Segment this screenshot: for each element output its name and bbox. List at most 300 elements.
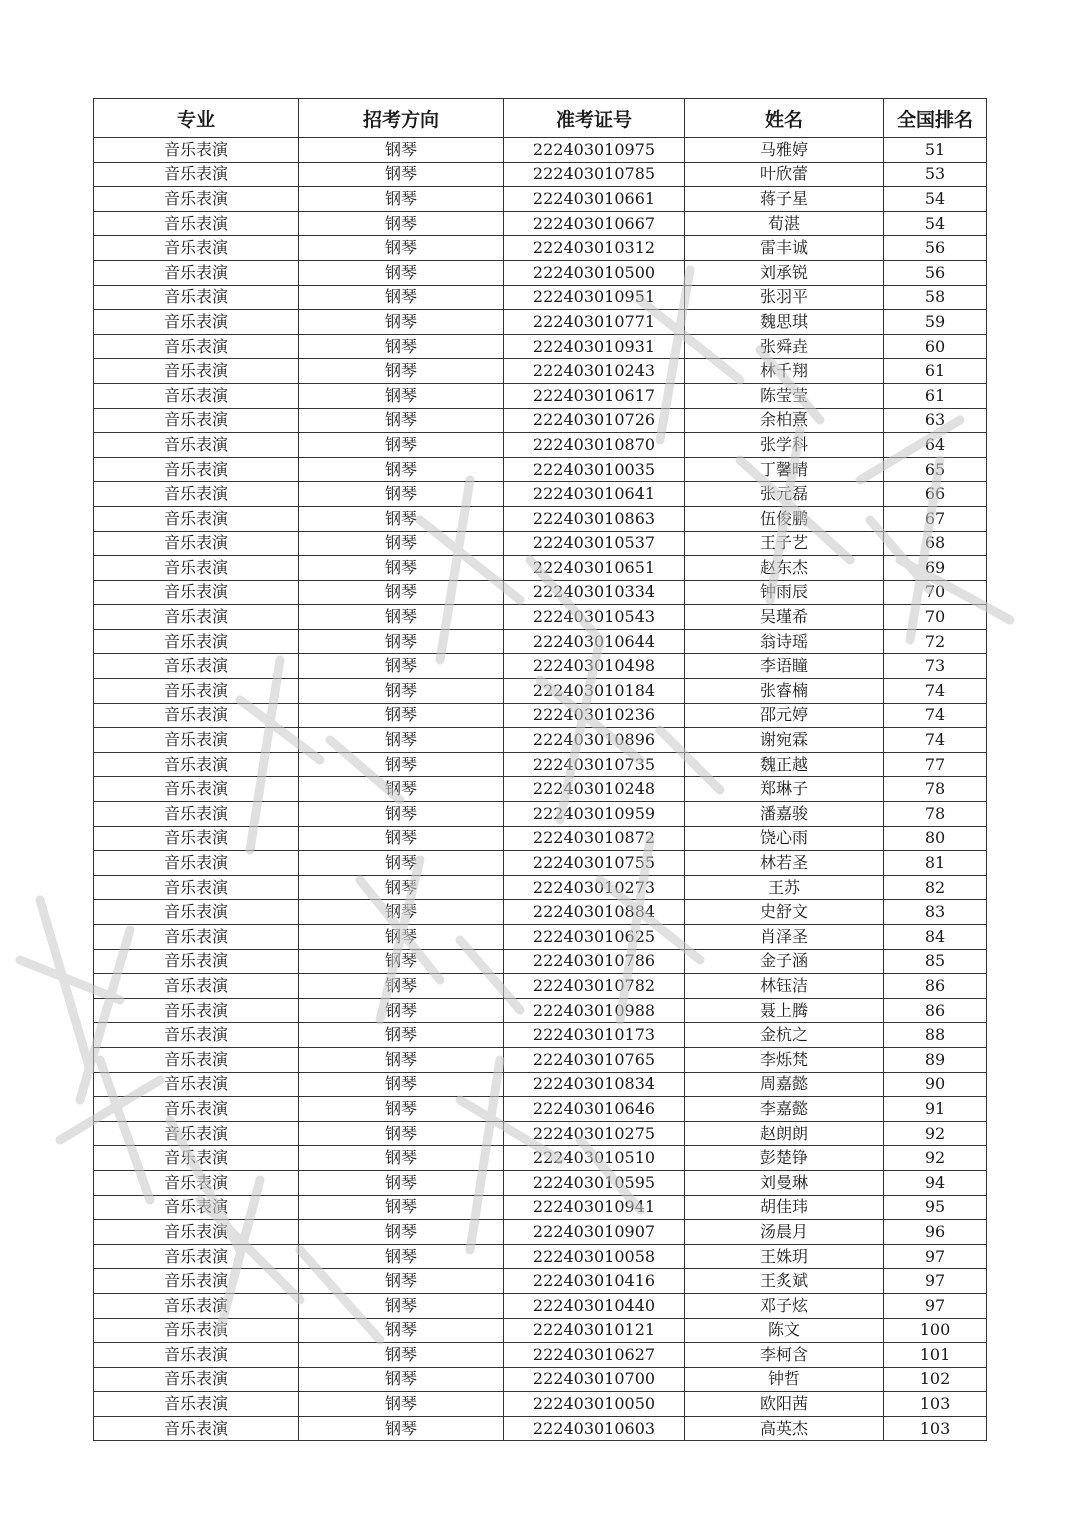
cell-rank: 68 [884,531,987,556]
cell-direction: 钢琴 [299,260,504,285]
cell-major: 音乐表演 [94,777,299,802]
cell-name: 欧阳茜 [685,1392,884,1417]
table-row [94,851,987,876]
table-row [94,457,987,482]
cell-name: 陈文 [685,1318,884,1343]
table-row [94,556,987,581]
cell-exam-id: 222403010735 [504,752,685,777]
cell-rank: 86 [884,998,987,1023]
cell-major: 音乐表演 [94,752,299,777]
cell-exam-id: 222403010510 [504,1146,685,1171]
header-direction: 招考方向 [299,99,504,138]
cell-name: 钟雨辰 [685,580,884,605]
cell-exam-id: 222403010959 [504,802,685,827]
cell-exam-id: 222403010785 [504,162,685,187]
cell-direction: 钢琴 [299,802,504,827]
cell-major: 音乐表演 [94,875,299,900]
cell-exam-id: 222403010243 [504,359,685,384]
cell-exam-id: 222403010834 [504,1072,685,1097]
cell-exam-id: 222403010173 [504,1023,685,1048]
cell-exam-id: 222403010121 [504,1318,685,1343]
cell-major: 音乐表演 [94,974,299,999]
cell-direction: 钢琴 [299,408,504,433]
cell-major: 音乐表演 [94,1392,299,1417]
cell-rank: 86 [884,974,987,999]
table-body [94,138,987,1441]
cell-major: 音乐表演 [94,949,299,974]
cell-name: 王苏 [685,875,884,900]
cell-rank: 78 [884,802,987,827]
cell-exam-id: 222403010646 [504,1097,685,1122]
cell-exam-id: 222403010863 [504,506,685,531]
cell-major: 音乐表演 [94,580,299,605]
table-row [94,1244,987,1269]
cell-name: 雷丰诚 [685,236,884,261]
cell-direction: 钢琴 [299,1392,504,1417]
cell-direction: 钢琴 [299,457,504,482]
cell-direction: 钢琴 [299,211,504,236]
cell-rank: 100 [884,1318,987,1343]
cell-direction: 钢琴 [299,851,504,876]
cell-exam-id: 222403010248 [504,777,685,802]
cell-exam-id: 222403010726 [504,408,685,433]
cell-name: 李烁梵 [685,1047,884,1072]
cell-name: 饶心雨 [685,826,884,851]
cell-direction: 钢琴 [299,1367,504,1392]
cell-rank: 81 [884,851,987,876]
table-row [94,875,987,900]
table-row [94,703,987,728]
cell-rank: 91 [884,1097,987,1122]
cell-direction: 钢琴 [299,383,504,408]
table-row [94,605,987,630]
cell-name: 吴瑾希 [685,605,884,630]
cell-major: 音乐表演 [94,998,299,1023]
cell-exam-id: 222403010617 [504,383,685,408]
cell-major: 音乐表演 [94,506,299,531]
cell-rank: 89 [884,1047,987,1072]
cell-rank: 94 [884,1170,987,1195]
cell-exam-id: 222403010771 [504,310,685,335]
cell-direction: 钢琴 [299,777,504,802]
header-rank: 全国排名 [884,99,987,138]
cell-major: 音乐表演 [94,531,299,556]
cell-name: 赵东杰 [685,556,884,581]
table-row [94,777,987,802]
cell-exam-id: 222403010537 [504,531,685,556]
cell-major: 音乐表演 [94,359,299,384]
cell-rank: 80 [884,826,987,851]
cell-name: 陈莹莹 [685,383,884,408]
cell-direction: 钢琴 [299,949,504,974]
cell-name: 伍俊鹏 [685,506,884,531]
table-row [94,752,987,777]
table-row [94,383,987,408]
cell-major: 音乐表演 [94,1146,299,1171]
cell-direction: 钢琴 [299,1195,504,1220]
cell-rank: 74 [884,728,987,753]
cell-exam-id: 222403010931 [504,334,685,359]
cell-name: 丁馨晴 [685,457,884,482]
cell-name: 魏正越 [685,752,884,777]
cell-direction: 钢琴 [299,1244,504,1269]
cell-exam-id: 222403010416 [504,1269,685,1294]
cell-direction: 钢琴 [299,285,504,310]
cell-major: 音乐表演 [94,1047,299,1072]
table-row [94,629,987,654]
table-row [94,334,987,359]
cell-name: 王炙斌 [685,1269,884,1294]
table-row [94,949,987,974]
cell-exam-id: 222403010651 [504,556,685,581]
table-row [94,162,987,187]
cell-major: 音乐表演 [94,703,299,728]
cell-exam-id: 222403010184 [504,679,685,704]
cell-major: 音乐表演 [94,1170,299,1195]
cell-direction: 钢琴 [299,1269,504,1294]
table-row [94,1146,987,1171]
cell-major: 音乐表演 [94,1121,299,1146]
cell-major: 音乐表演 [94,679,299,704]
cell-name: 胡佳玮 [685,1195,884,1220]
cell-rank: 97 [884,1293,987,1318]
cell-direction: 钢琴 [299,531,504,556]
cell-rank: 56 [884,260,987,285]
cell-rank: 61 [884,383,987,408]
table-row [94,802,987,827]
cell-direction: 钢琴 [299,310,504,335]
cell-exam-id: 222403010951 [504,285,685,310]
cell-exam-id: 222403010275 [504,1121,685,1146]
cell-direction: 钢琴 [299,1146,504,1171]
cell-exam-id: 222403010035 [504,457,685,482]
cell-direction: 钢琴 [299,1343,504,1368]
cell-name: 高英杰 [685,1416,884,1441]
table-row [94,998,987,1023]
cell-exam-id: 222403010667 [504,211,685,236]
cell-major: 音乐表演 [94,654,299,679]
cell-direction: 钢琴 [299,1293,504,1318]
cell-rank: 96 [884,1220,987,1245]
document-page [93,98,986,1441]
cell-rank: 74 [884,703,987,728]
cell-rank: 54 [884,187,987,212]
cell-direction: 钢琴 [299,1121,504,1146]
cell-name: 谢宛霖 [685,728,884,753]
cell-exam-id: 222403010625 [504,925,685,950]
header-major: 专业 [94,99,299,138]
cell-exam-id: 222403010700 [504,1367,685,1392]
table-row [94,260,987,285]
cell-name: 翁诗瑶 [685,629,884,654]
table-row [94,679,987,704]
cell-direction: 钢琴 [299,1023,504,1048]
cell-major: 音乐表演 [94,408,299,433]
cell-rank: 77 [884,752,987,777]
cell-major: 音乐表演 [94,925,299,950]
cell-name: 李柯含 [685,1343,884,1368]
cell-name: 肖泽圣 [685,925,884,950]
cell-exam-id: 222403010975 [504,138,685,163]
cell-major: 音乐表演 [94,1097,299,1122]
cell-major: 音乐表演 [94,211,299,236]
cell-name: 潘嘉骏 [685,802,884,827]
cell-rank: 83 [884,900,987,925]
cell-exam-id: 222403010440 [504,1293,685,1318]
cell-name: 马雅婷 [685,138,884,163]
cell-name: 邓子炫 [685,1293,884,1318]
table-row [94,1293,987,1318]
table-row [94,974,987,999]
cell-rank: 74 [884,679,987,704]
table-row [94,728,987,753]
cell-exam-id: 222403010058 [504,1244,685,1269]
cell-name: 刘曼琳 [685,1170,884,1195]
cell-exam-id: 222403010782 [504,974,685,999]
header-name: 姓名 [685,99,884,138]
cell-exam-id: 222403010870 [504,433,685,458]
cell-name: 汤晨月 [685,1220,884,1245]
header-exam-id: 准考证号 [504,99,685,138]
cell-major: 音乐表演 [94,728,299,753]
cell-rank: 69 [884,556,987,581]
cell-name: 郑琳子 [685,777,884,802]
cell-rank: 95 [884,1195,987,1220]
cell-rank: 92 [884,1121,987,1146]
cell-direction: 钢琴 [299,580,504,605]
table-row [94,1097,987,1122]
table-row [94,1343,987,1368]
table-row [94,236,987,261]
cell-name: 魏思琪 [685,310,884,335]
table-row [94,408,987,433]
table-row [94,654,987,679]
cell-direction: 钢琴 [299,826,504,851]
cell-direction: 钢琴 [299,728,504,753]
cell-direction: 钢琴 [299,556,504,581]
cell-exam-id: 222403010498 [504,654,685,679]
ranking-table [93,98,987,1441]
cell-major: 音乐表演 [94,310,299,335]
cell-rank: 56 [884,236,987,261]
cell-direction: 钢琴 [299,482,504,507]
cell-rank: 88 [884,1023,987,1048]
cell-rank: 54 [884,211,987,236]
cell-name: 周嘉懿 [685,1072,884,1097]
cell-exam-id: 222403010273 [504,875,685,900]
cell-name: 金杭之 [685,1023,884,1048]
cell-exam-id: 222403010312 [504,236,685,261]
cell-major: 音乐表演 [94,1416,299,1441]
cell-major: 音乐表演 [94,457,299,482]
cell-major: 音乐表演 [94,851,299,876]
cell-direction: 钢琴 [299,236,504,261]
cell-rank: 78 [884,777,987,802]
table-row [94,1392,987,1417]
cell-rank: 66 [884,482,987,507]
cell-major: 音乐表演 [94,1244,299,1269]
cell-major: 音乐表演 [94,433,299,458]
cell-exam-id: 222403010661 [504,187,685,212]
table-row [94,506,987,531]
cell-major: 音乐表演 [94,1293,299,1318]
cell-major: 音乐表演 [94,383,299,408]
table-row [94,211,987,236]
table-row [94,433,987,458]
cell-major: 音乐表演 [94,482,299,507]
cell-exam-id: 222403010884 [504,900,685,925]
cell-direction: 钢琴 [299,703,504,728]
cell-exam-id: 222403010644 [504,629,685,654]
cell-major: 音乐表演 [94,900,299,925]
cell-name: 张舜垚 [685,334,884,359]
cell-rank: 64 [884,433,987,458]
cell-rank: 85 [884,949,987,974]
cell-major: 音乐表演 [94,1367,299,1392]
cell-rank: 53 [884,162,987,187]
cell-rank: 97 [884,1269,987,1294]
table-row [94,1023,987,1048]
cell-name: 彭楚铮 [685,1146,884,1171]
cell-exam-id: 222403010603 [504,1416,685,1441]
cell-rank: 82 [884,875,987,900]
cell-name: 张元磊 [685,482,884,507]
cell-direction: 钢琴 [299,433,504,458]
cell-direction: 钢琴 [299,974,504,999]
cell-rank: 72 [884,629,987,654]
cell-major: 音乐表演 [94,1318,299,1343]
cell-exam-id: 222403010627 [504,1343,685,1368]
table-row [94,359,987,384]
cell-direction: 钢琴 [299,925,504,950]
cell-direction: 钢琴 [299,1220,504,1245]
table-row [94,1367,987,1392]
cell-exam-id: 222403010872 [504,826,685,851]
table-row [94,310,987,335]
cell-major: 音乐表演 [94,826,299,851]
cell-direction: 钢琴 [299,900,504,925]
cell-direction: 钢琴 [299,187,504,212]
cell-rank: 51 [884,138,987,163]
cell-direction: 钢琴 [299,605,504,630]
table-row [94,285,987,310]
table-row [94,138,987,163]
cell-name: 张睿楠 [685,679,884,704]
cell-exam-id: 222403010896 [504,728,685,753]
cell-major: 音乐表演 [94,802,299,827]
cell-major: 音乐表演 [94,334,299,359]
cell-exam-id: 222403010641 [504,482,685,507]
cell-rank: 70 [884,605,987,630]
cell-direction: 钢琴 [299,679,504,704]
cell-rank: 102 [884,1367,987,1392]
table-row [94,1072,987,1097]
cell-major: 音乐表演 [94,236,299,261]
cell-exam-id: 222403010595 [504,1170,685,1195]
cell-name: 钟哲 [685,1367,884,1392]
cell-name: 刘承锐 [685,260,884,285]
cell-name: 张学科 [685,433,884,458]
header-row [94,99,987,138]
cell-direction: 钢琴 [299,1416,504,1441]
table-row [94,900,987,925]
table-row [94,1170,987,1195]
cell-direction: 钢琴 [299,875,504,900]
cell-rank: 63 [884,408,987,433]
cell-name: 王子艺 [685,531,884,556]
table-row [94,482,987,507]
cell-exam-id: 222403010236 [504,703,685,728]
table-row [94,1121,987,1146]
table-row [94,925,987,950]
cell-name: 余柏熹 [685,408,884,433]
cell-name: 史舒文 [685,900,884,925]
cell-rank: 67 [884,506,987,531]
cell-direction: 钢琴 [299,629,504,654]
cell-name: 林若圣 [685,851,884,876]
cell-rank: 73 [884,654,987,679]
cell-direction: 钢琴 [299,506,504,531]
cell-major: 音乐表演 [94,1023,299,1048]
table-row [94,187,987,212]
cell-major: 音乐表演 [94,285,299,310]
cell-name: 蒋子星 [685,187,884,212]
cell-name: 张羽平 [685,285,884,310]
cell-name: 王姝玥 [685,1244,884,1269]
table-row [94,1195,987,1220]
cell-rank: 90 [884,1072,987,1097]
cell-rank: 101 [884,1343,987,1368]
cell-major: 音乐表演 [94,1220,299,1245]
cell-major: 音乐表演 [94,162,299,187]
cell-rank: 92 [884,1146,987,1171]
table-row [94,826,987,851]
cell-name: 邵元婷 [685,703,884,728]
cell-major: 音乐表演 [94,260,299,285]
cell-rank: 103 [884,1392,987,1417]
cell-name: 聂上腾 [685,998,884,1023]
cell-direction: 钢琴 [299,1170,504,1195]
cell-exam-id: 222403010050 [504,1392,685,1417]
table-row [94,1220,987,1245]
cell-rank: 61 [884,359,987,384]
cell-direction: 钢琴 [299,1318,504,1343]
cell-major: 音乐表演 [94,1269,299,1294]
cell-major: 音乐表演 [94,1195,299,1220]
cell-name: 林千翔 [685,359,884,384]
cell-major: 音乐表演 [94,1072,299,1097]
cell-direction: 钢琴 [299,138,504,163]
cell-rank: 84 [884,925,987,950]
cell-major: 音乐表演 [94,138,299,163]
cell-direction: 钢琴 [299,334,504,359]
cell-exam-id: 222403010334 [504,580,685,605]
table-row [94,1047,987,1072]
cell-name: 李嘉懿 [685,1097,884,1122]
table-row [94,1416,987,1441]
table-row [94,531,987,556]
cell-rank: 58 [884,285,987,310]
cell-major: 音乐表演 [94,1343,299,1368]
table-row [94,1318,987,1343]
cell-rank: 103 [884,1416,987,1441]
cell-direction: 钢琴 [299,752,504,777]
cell-direction: 钢琴 [299,1097,504,1122]
cell-name: 叶欣蕾 [685,162,884,187]
cell-direction: 钢琴 [299,1072,504,1097]
cell-name: 荀湛 [685,211,884,236]
cell-major: 音乐表演 [94,605,299,630]
